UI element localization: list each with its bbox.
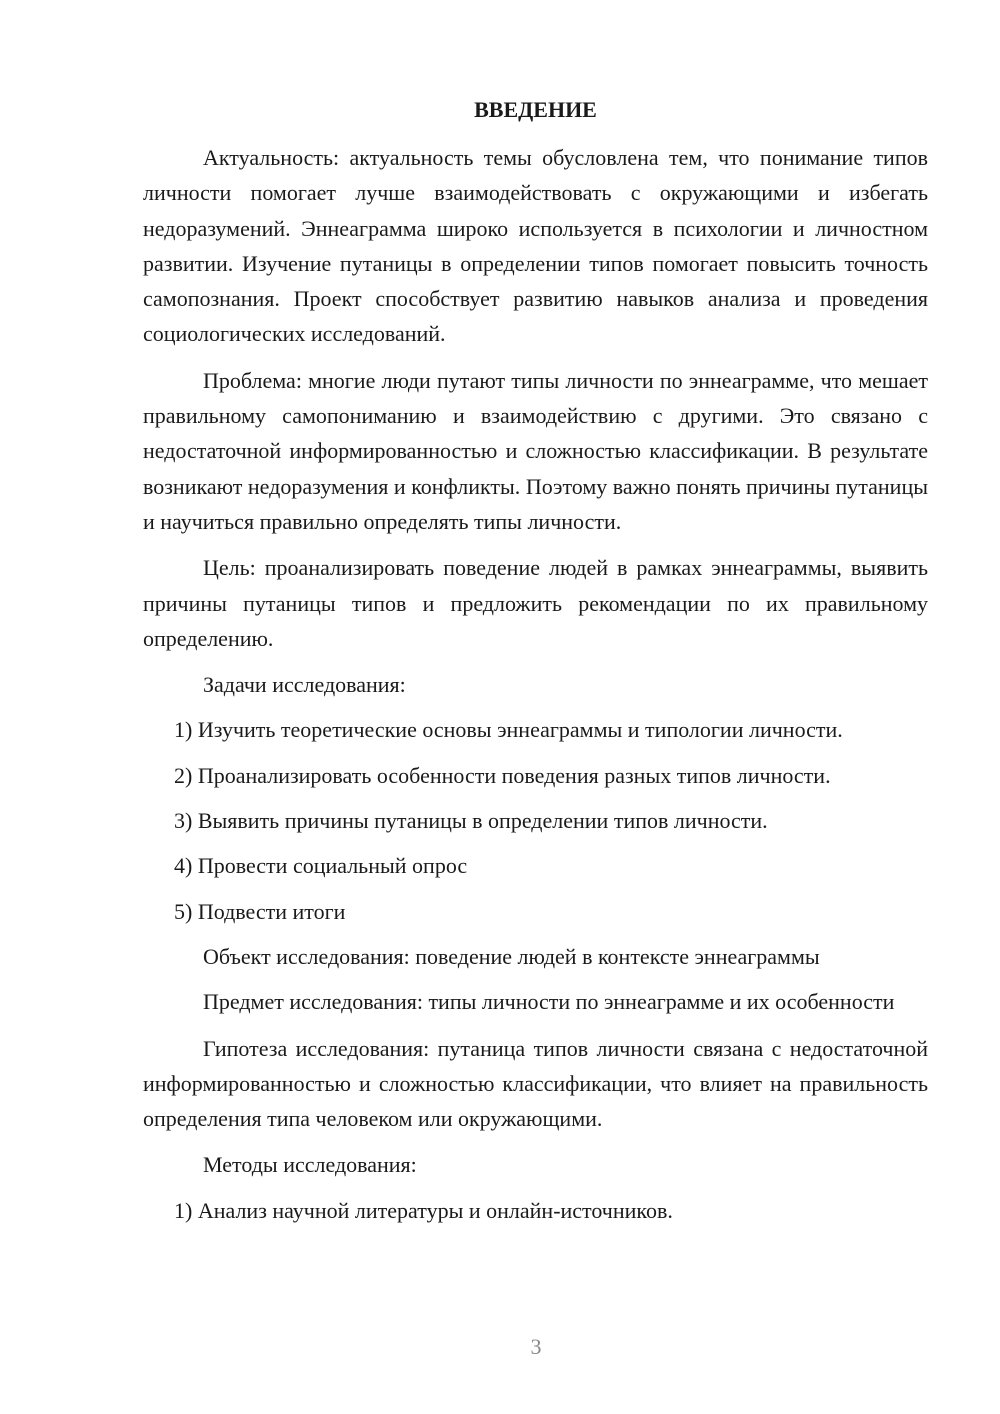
methods-heading: Методы исследования: [203,1152,417,1178]
object-line: Объект исследования: поведение людей в контексте эннеаграммы [203,943,820,969]
hypothesis-paragraph: Гипотеза исследования: путаница типов личности связана с недостаточной информированностью и сложностью классификации, что влияет на правильность определения типа человеком или окружающими. [143,1035,928,1132]
subject-paragraph: Предмет исследования: типы личности по эннеаграмме и их особенности [203,989,895,1015]
page-content [143,92,928,1238]
relevance-paragraph: Актуальность: актуальность темы обусловлена тем, что понимание типов личности помогает лучше взаимодействовать с окружающими и избегать недоразумений. Эннеаграмма широко используется в психологии и личностном развитии. Изучение путаницы в определении типов помогает повысить точность самопознания. Проект способствует развитию навыков анализа и проведения социологических исследований. [143,145,928,347]
task-item-2: 2) Проанализировать особенности поведения разных типов личности. [174,762,831,788]
task-item-1: 1) Изучить теоретические основы эннеаграммы и типологии личности. [174,717,843,743]
page-number: 3 [530,1334,542,1359]
task-item-4: 4) Провести социальный опрос [174,853,468,879]
tasks-heading: Задачи исследования: [203,672,406,698]
task-item-3: 3) Выявить причины путаницы в определении типов личности. [174,808,768,834]
goal-paragraph: Цель: проанализировать поведение людей в рамках эннеаграммы, выявить причины путаницы типов и предложить рекомендации по их правильному определению. [143,555,928,651]
section-title: ВВЕДЕНИЕ [474,97,597,122]
method-item-1: 1) Анализ научной литературы и онлайн-источников. [174,1197,673,1223]
task-item-5: 5) Подвести итоги [174,898,346,924]
problem-paragraph: Проблема: многие люди путают типы личности по эннеаграмме, что мешает правильному самопониманию и взаимодействию с другими. Это связано с недостаточной информированностью и сложностью классификации. В результате возникают недоразумения и конфликты. Поэтому важно понять причины путаницы и научиться правильно определять типы личности. [143,367,928,534]
